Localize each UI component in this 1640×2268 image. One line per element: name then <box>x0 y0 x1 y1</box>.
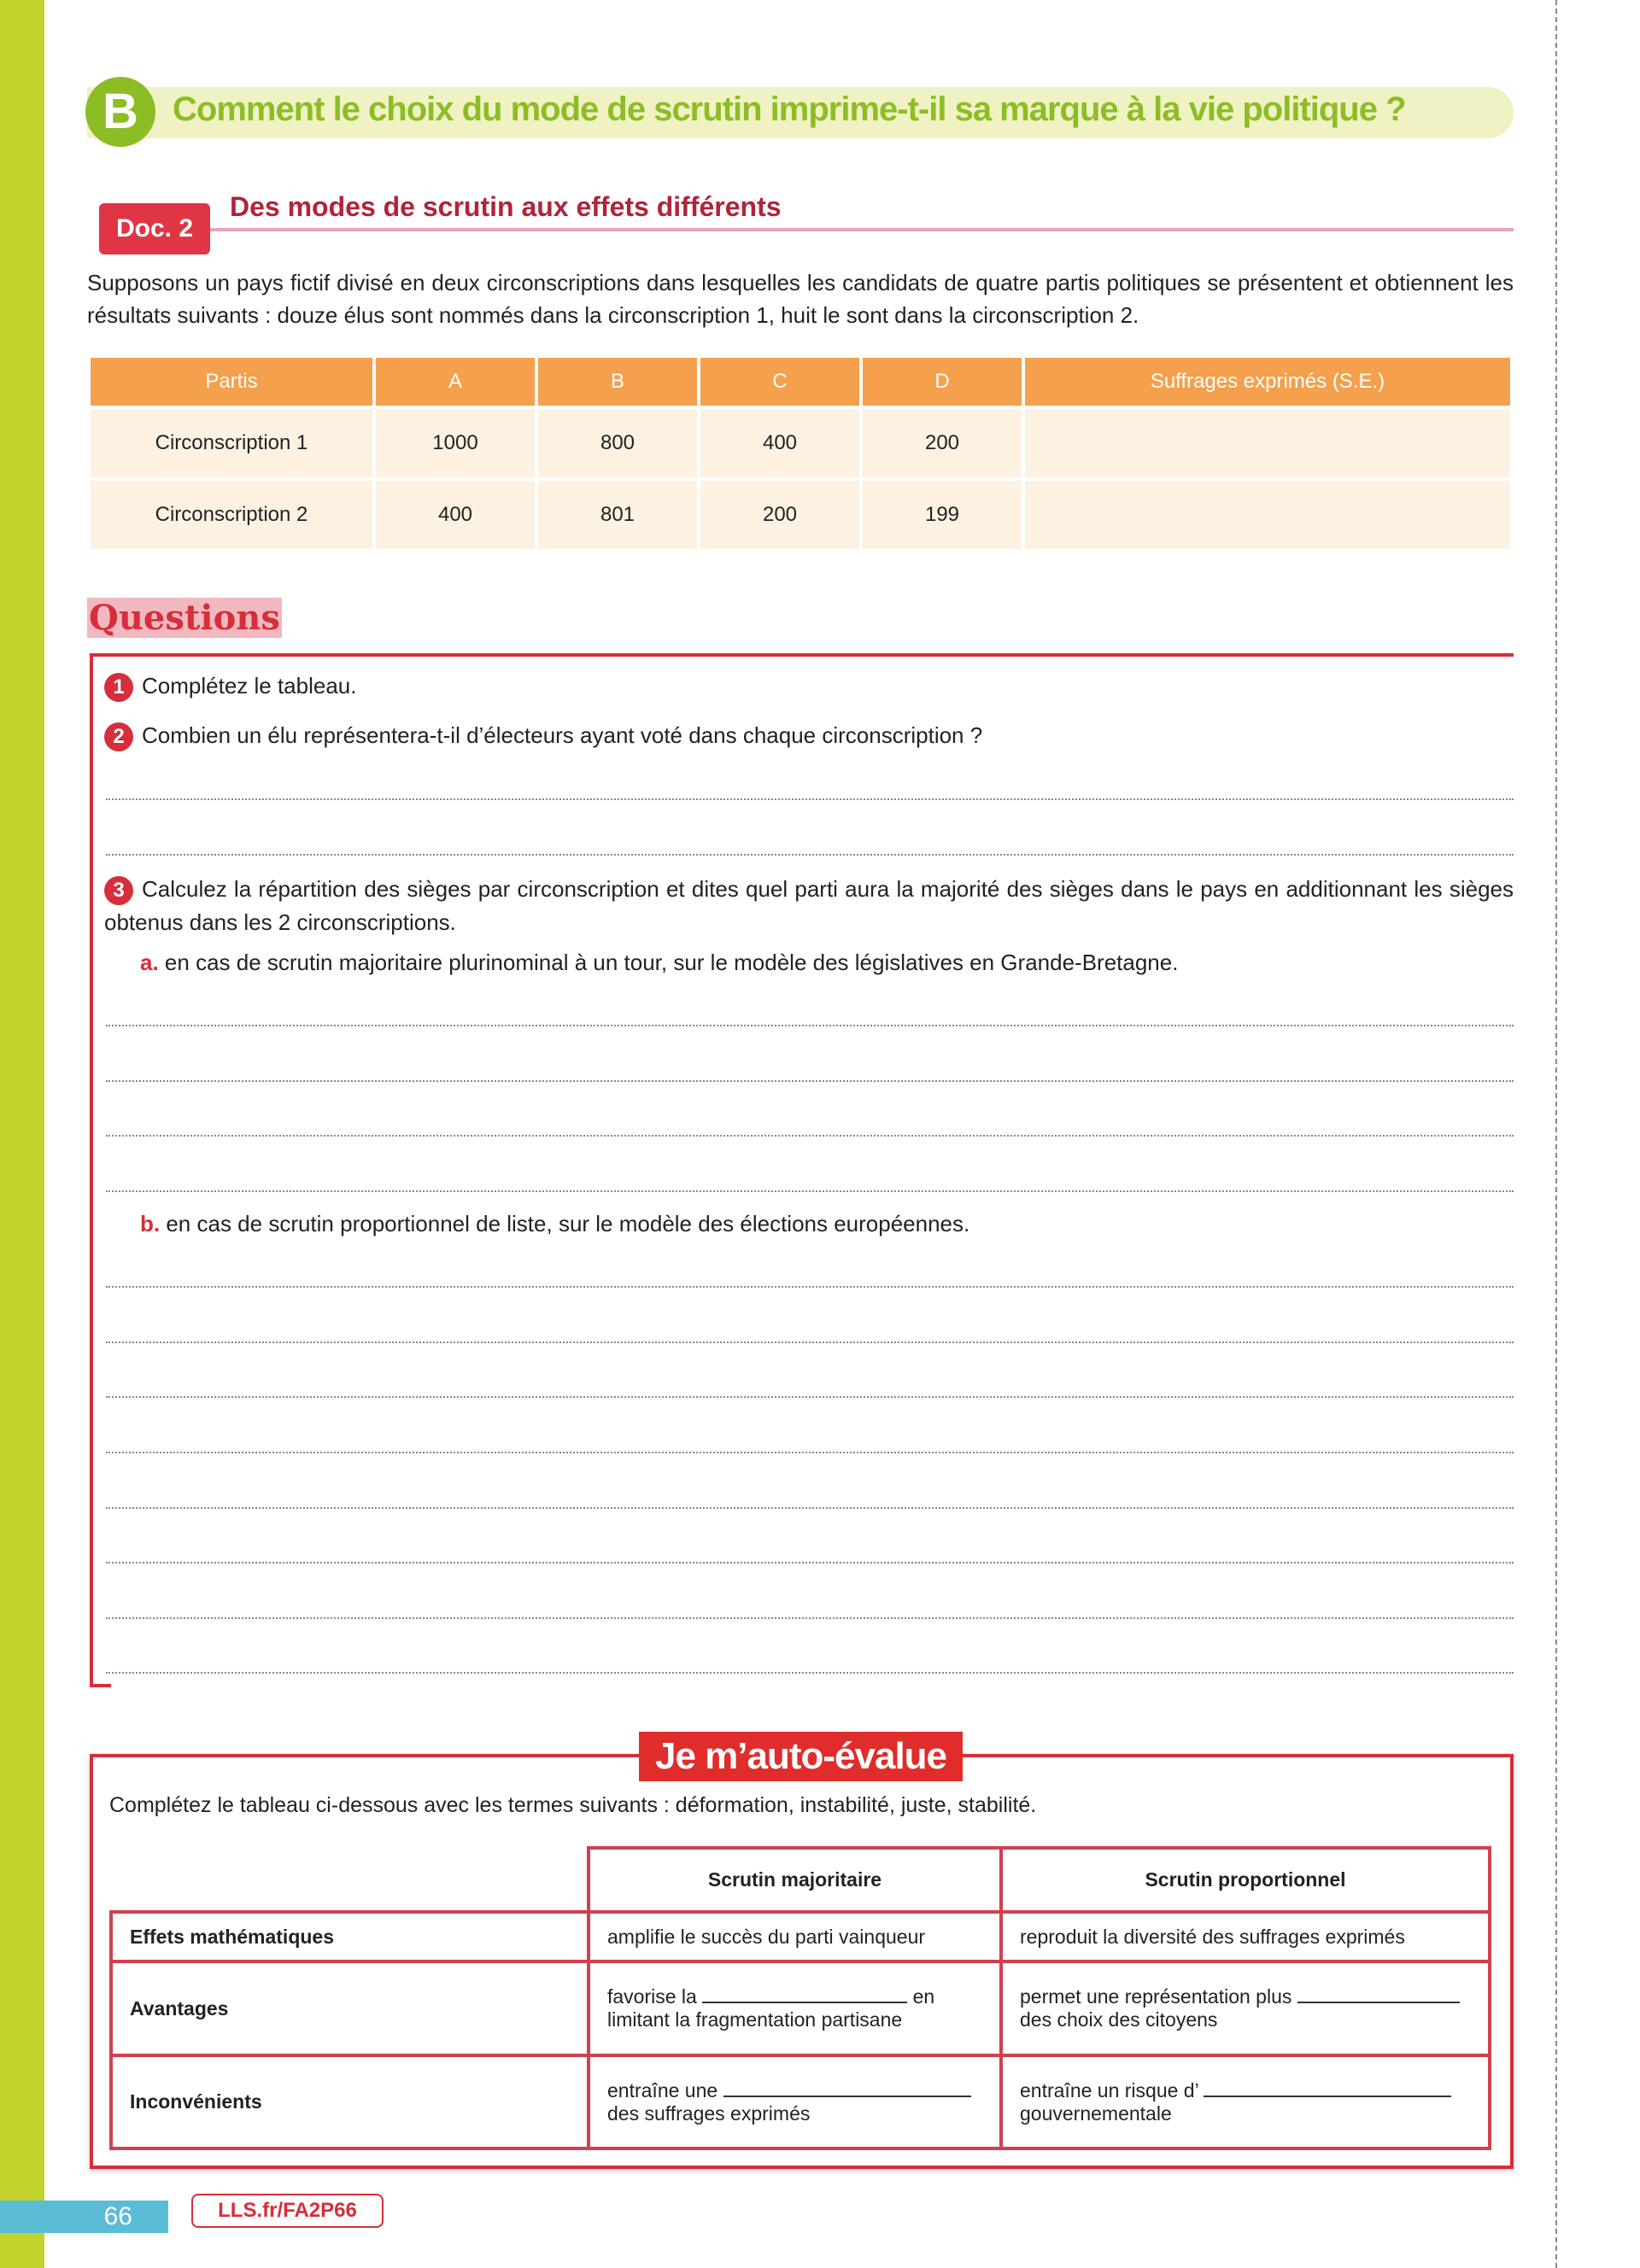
cell-blank[interactable] <box>1025 481 1510 549</box>
answer-line[interactable] <box>106 1342 1514 1343</box>
green-margin-bar <box>0 0 44 2268</box>
fill-blank[interactable] <box>1204 2096 1451 2097</box>
answer-line[interactable] <box>106 1080 1514 1082</box>
cell: 400 <box>700 409 859 477</box>
fill-blank[interactable] <box>1297 2002 1460 2003</box>
col-header: D <box>863 358 1022 406</box>
answer-line[interactable] <box>106 854 1514 856</box>
question-text: Complétez le tableau. <box>142 673 357 699</box>
results-table <box>87 354 1514 552</box>
self-eval-title: Je m’auto-évalue <box>639 1732 963 1781</box>
question-number: 2 <box>104 722 133 751</box>
doc-title: Des modes de scrutin aux effets différents <box>230 191 782 222</box>
col-header: Scrutin proportionnel <box>1001 1848 1490 1912</box>
col-header: Suffrages exprimés (S.E.) <box>1025 358 1510 406</box>
answer-line[interactable] <box>106 1286 1514 1288</box>
empty-corner <box>111 1848 589 1912</box>
sub-label: a. <box>140 950 159 975</box>
col-header: Partis <box>91 358 372 406</box>
page-number: 66 <box>0 2201 168 2233</box>
row-label: Effets mathématiques <box>111 1912 589 1961</box>
questions-frame <box>90 653 1514 1686</box>
answer-line[interactable] <box>106 1025 1514 1026</box>
cell-text: gouvernementale <box>1020 2101 1172 2125</box>
cell <box>1001 2055 1490 2148</box>
section-letter-badge: B <box>85 77 155 147</box>
cell <box>589 1961 1001 2055</box>
table-row <box>111 2055 1490 2148</box>
sub-text: en cas de scrutin majoritaire plurinominal à un tour, sur le modèle des législatives en Grande-Bretagne. <box>164 950 1179 975</box>
table-row <box>111 1961 1490 2055</box>
questions-frame-corner <box>90 1684 111 1687</box>
self-eval-table <box>109 1846 1491 2150</box>
fill-blank[interactable] <box>723 2096 971 2097</box>
answer-line[interactable] <box>106 1507 1514 1509</box>
question-3b <box>140 1211 969 1237</box>
cell: 800 <box>538 409 697 477</box>
cell-blank[interactable] <box>1025 409 1510 477</box>
question-2 <box>104 722 982 751</box>
section-title: Comment le choix du mode de scrutin imprime-t-il sa marque à la vie politique ? <box>173 91 1406 128</box>
cell-text: limitant la fragmentation partisane <box>607 2008 903 2031</box>
cut-line <box>1555 0 1557 2268</box>
doc-title-underline <box>210 228 1514 231</box>
self-eval-instruction: Complétez le tableau ci-dessous avec les termes suivants : déformation, instabilité, juste, stabilité. <box>109 1793 1037 1817</box>
table-row <box>91 481 1510 549</box>
cell: 199 <box>863 481 1022 549</box>
answer-line[interactable] <box>106 1672 1514 1674</box>
sub-text: en cas de scrutin proportionnel de liste, sur le modèle des élections européennes. <box>166 1211 970 1236</box>
cell: amplifie le succès du parti vainqueur <box>589 1912 1001 1961</box>
cell: 801 <box>538 481 697 549</box>
cell-text: permet une représentation plus <box>1020 1985 1292 2008</box>
table-row <box>91 409 1510 477</box>
cell: 200 <box>700 481 859 549</box>
question-number: 3 <box>104 876 133 905</box>
cell: 1000 <box>376 409 535 477</box>
question-3a <box>140 950 1178 976</box>
cell-text: en <box>912 1985 935 2008</box>
table-header-row <box>91 358 1510 406</box>
question-text: Calculez la répartition des sièges par circonscription et dites quel parti aura la majorité des sièges dans le pays en additionnant les sièges obtenus dans les 2 circonscriptions. <box>104 876 1514 935</box>
cell-text: des suffrages exprimés <box>607 2101 811 2125</box>
cell-text: entraîne un risque d’ <box>1020 2078 1198 2101</box>
cell-text: favorise la <box>607 1985 697 2008</box>
cell-text: entraîne une <box>607 2078 718 2101</box>
lls-link[interactable]: LLS.fr/FA2P66 <box>191 2194 384 2228</box>
table-row <box>111 1912 1490 1961</box>
row-label: Avantages <box>111 1961 589 2055</box>
sub-label: b. <box>140 1211 161 1236</box>
question-1 <box>104 673 356 702</box>
doc-intro: Supposons un pays fictif divisé en deux circonscriptions dans lesquelles les candidats de quatre partis politiques se présentent et obtiennent les résultats suivants : douze élus sont nommés dans la circonscription 1, huit le sont dans la circonscription 2. <box>87 270 1514 328</box>
col-header: B <box>538 358 697 406</box>
question-text: Combien un élu représentera-t-il d’électeurs ayant voté dans chaque circonscription ? <box>142 722 983 748</box>
questions-heading: Questions <box>89 598 280 638</box>
cell: reproduit la diversité des suffrages exprimés <box>1001 1912 1490 1961</box>
question-number: 1 <box>104 673 133 702</box>
cell <box>1001 1961 1490 2055</box>
answer-line[interactable] <box>106 1396 1514 1398</box>
cell: Circonscription 1 <box>91 409 372 477</box>
answer-line[interactable] <box>106 798 1514 800</box>
answer-line[interactable] <box>106 1190 1514 1192</box>
answer-line[interactable] <box>106 1562 1514 1564</box>
cell: Circonscription 2 <box>91 481 372 549</box>
col-header: Scrutin majoritaire <box>589 1848 1001 1912</box>
cell: 400 <box>376 481 535 549</box>
answer-line[interactable] <box>106 1135 1514 1137</box>
answer-line[interactable] <box>106 1617 1514 1619</box>
col-header: A <box>376 358 535 406</box>
col-header: C <box>700 358 859 406</box>
cell-text: des choix des citoyens <box>1020 2008 1218 2031</box>
row-label: Inconvénients <box>111 2055 589 2148</box>
fill-blank[interactable] <box>702 2002 907 2003</box>
question-3 <box>104 873 1514 939</box>
cell: 200 <box>863 409 1022 477</box>
answer-line[interactable] <box>106 1452 1514 1453</box>
cell <box>589 2055 1001 2148</box>
doc-badge: Doc. 2 <box>99 203 210 254</box>
